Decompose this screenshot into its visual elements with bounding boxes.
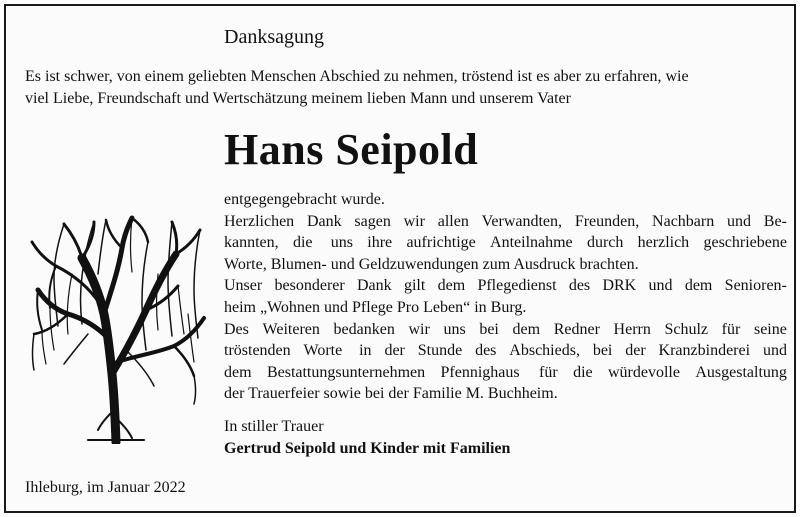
body-line: Worte, Blumen- und Geldzuwendungen zum Ausdruck brachten. <box>224 255 639 273</box>
body-line: Unser besonderer Dank gilt dem Pflegedienst des DRK und dem Senioren- <box>224 277 787 295</box>
body-line: tröstenden Worte in der Stunde des Abschieds, bei der Kranzbinderei und <box>224 342 787 360</box>
body-line: kannten, die uns ihre aufrichtige Anteilnahme durch herzlich geschriebene <box>224 234 787 252</box>
bare-tree-icon <box>28 214 208 444</box>
signature: Gertrud Seipold und Kinder mit Familien <box>224 440 511 457</box>
place-date: Ihleburg, im Januar 2022 <box>25 479 186 496</box>
intro-paragraph <box>25 66 689 109</box>
body-line: dem Bestattungsunternehmen Pfennighaus für die würdevolle Ausgestaltung <box>224 363 787 381</box>
deceased-name: Hans Seipold <box>224 125 479 174</box>
body-line: Des Weiteren bedanken wir uns bei dem Redner Herrn Schulz für seine <box>224 320 787 338</box>
obituary-notice <box>4 4 796 513</box>
body-line: entgegengebracht wurde. <box>224 191 385 208</box>
body-line: Herzlichen Dank sagen wir allen Verwandten, Freunden, Nachbarn und Be- <box>224 212 787 230</box>
body-paragraph <box>224 189 787 405</box>
closing-block <box>224 416 510 460</box>
intro-line: viel Liebe, Freundschaft und Wertschätzung meinem lieben Mann und unserem Vater <box>25 89 571 107</box>
notice-heading: Danksagung <box>224 26 324 48</box>
body-line: der Trauerfeier sowie bei der Familie M. Buchheim. <box>224 385 558 403</box>
closing-line: In stiller Trauer <box>224 418 324 435</box>
intro-line: Es ist schwer, von einem geliebten Menschen Abschied zu nehmen, tröstend ist es aber zu erfahren, wie <box>25 68 689 85</box>
body-line: heim „Wohnen und Pflege Pro Leben“ in Burg. <box>224 298 527 316</box>
